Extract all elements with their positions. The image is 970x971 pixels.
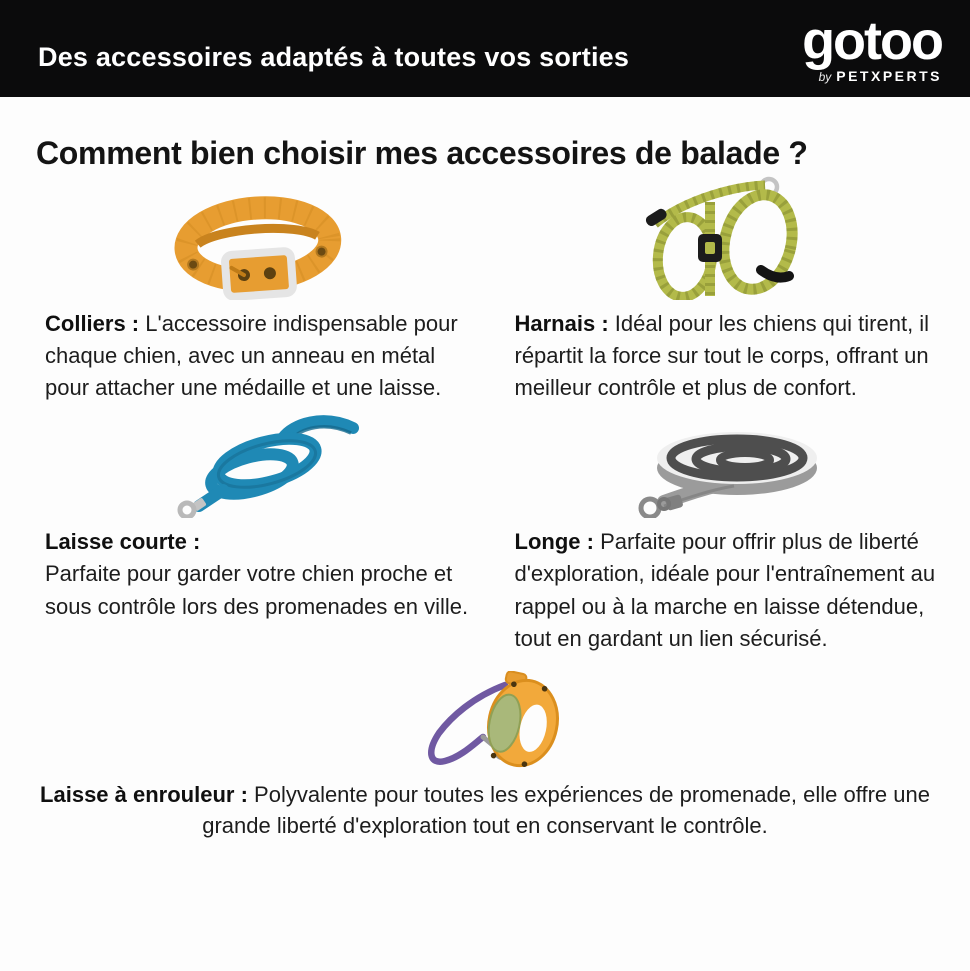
laisse-a-enrouleur-label: Laisse à enrouleur : [40, 781, 248, 807]
harnais-text: Harnais : Idéal pour les chiens qui tirent, il répartit la force sur tout le corps, offrant un meilleur contrôle et plus de confort. [514, 311, 930, 401]
brand-logo [802, 11, 942, 84]
laisse-courte-text: Laisse courte : Parfaite pour garder votre chien proche et sous contrôle lors des promenades en ville. [45, 526, 471, 622]
section-colliers [45, 180, 471, 404]
logo-subline [802, 69, 942, 83]
section-harnais [515, 180, 941, 404]
long-line-leash-icon [515, 408, 941, 518]
colliers-label: Colliers : [45, 311, 140, 336]
retractable-leash-icon [28, 671, 942, 773]
laisse-courte-label: Laisse courte : [45, 529, 201, 555]
header-bar [0, 0, 970, 97]
colliers-text: Colliers : L'accessoire indispensable pour chaque chien, avec un anneau en métal pour attacher une médaille et une laisse. [45, 311, 458, 401]
section-laisse-a-enrouleur [0, 671, 970, 841]
longe-text: Longe : Parfaite pour offrir plus de liberté d'exploration, idéale pour l'entraînement au rappel ou à la marche en laisse détendue, tout en gardant un lien sécurisé. [514, 529, 936, 651]
logo-wordmark: gotoo [802, 11, 942, 72]
page-title: Comment bien choisir mes accessoires de balade ? [36, 135, 808, 171]
short-leash-icon [45, 408, 471, 518]
harness-icon [515, 180, 941, 300]
section-longe [515, 404, 941, 654]
section-laisse-courte [45, 404, 471, 654]
laisse-a-enrouleur-text: Laisse à enrouleur : Polyvalente pour toutes les expériences de promenade, elle offre une grande liberté d'exploration tout en conservant le contrôle. [40, 781, 930, 838]
logo-by-text: by [818, 69, 832, 84]
accessories-grid [0, 180, 970, 655]
header-headline: Des accessoires adaptés à toutes vos sorties [38, 42, 630, 72]
logo-brand-text: PETXPERTS [836, 67, 942, 84]
longe-label: Longe : [514, 529, 594, 555]
collar-icon [45, 180, 471, 300]
harnais-label: Harnais : [514, 311, 609, 336]
